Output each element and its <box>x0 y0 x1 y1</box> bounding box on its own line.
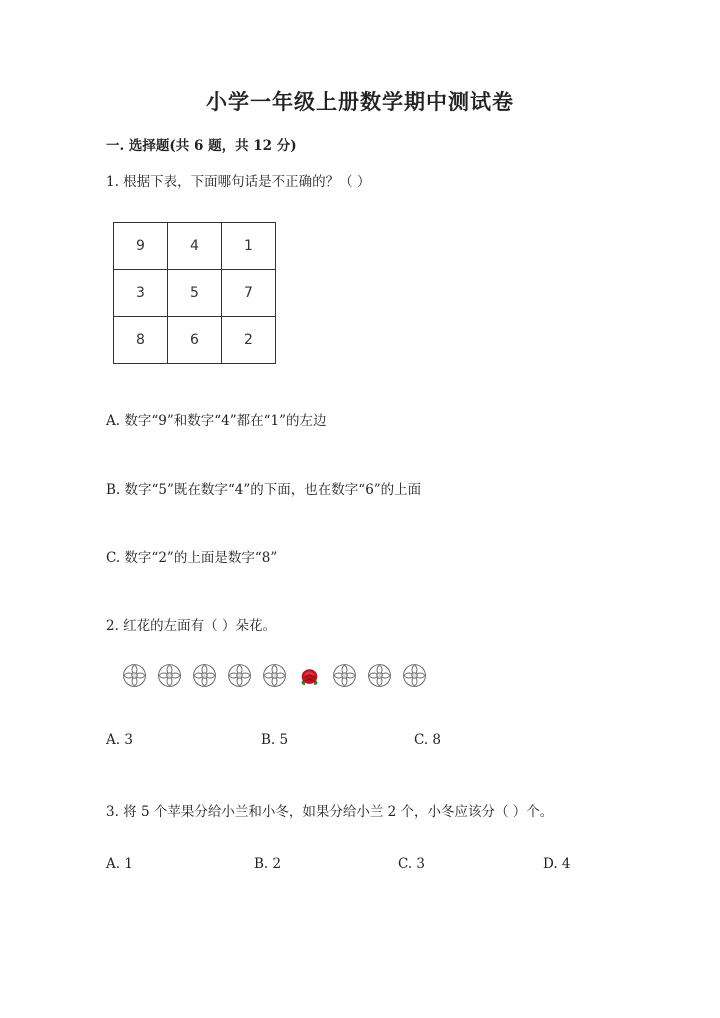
grid-row <box>114 317 276 364</box>
question-2-option-a[interactable]: A. 3 <box>106 732 133 748</box>
question-3-option-b[interactable]: B. 2 <box>254 856 282 872</box>
white-flower-icon <box>402 663 427 688</box>
grid-cell: 5 <box>168 270 222 317</box>
question-3-option-d[interactable]: D. 4 <box>543 856 571 872</box>
grid-cell: 8 <box>114 317 168 364</box>
question-3-option-a[interactable]: A. 1 <box>106 856 133 872</box>
white-flower-icon <box>122 663 147 688</box>
grid-cell: 4 <box>168 223 222 270</box>
white-flower-icon <box>332 663 357 688</box>
question-1-stem: 1. 根据下表，下面哪句话是不正确的？（ ） <box>106 174 371 190</box>
white-flower-icon <box>262 663 287 688</box>
question-2-option-b[interactable]: B. 5 <box>261 732 289 748</box>
white-flower-icon <box>157 663 182 688</box>
white-flower-icon <box>367 663 392 688</box>
flower-row <box>122 663 427 688</box>
section-heading: 一. 选择题(共 6 题，共 12 分) <box>106 138 297 154</box>
question-1-option-b[interactable]: B. 数字“5”既在数字“4”的下面，也在数字“6”的上面 <box>106 482 422 498</box>
question-2-stem: 2. 红花的左面有（ ）朵花。 <box>106 618 276 634</box>
grid-cell: 7 <box>222 270 276 317</box>
question-3-option-c[interactable]: C. 3 <box>398 856 426 872</box>
grid-cell: 9 <box>114 223 168 270</box>
question-1-option-c[interactable]: C. 数字“2”的上面是数字“8” <box>106 550 278 566</box>
page-title: 小学一年级上册数学期中测试卷 <box>206 89 514 114</box>
question-1-option-a[interactable]: A. 数字“9”和数字“4”都在“1”的左边 <box>106 413 327 429</box>
grid-cell: 6 <box>168 317 222 364</box>
grid-cell: 3 <box>114 270 168 317</box>
question-3-stem: 3. 将 5 个苹果分给小兰和小冬，如果分给小兰 2 个，小冬应该分（ ）个。 <box>106 804 554 820</box>
grid-row <box>114 223 276 270</box>
question-2-option-c[interactable]: C. 8 <box>414 732 442 748</box>
grid-row <box>114 270 276 317</box>
white-flower-icon <box>192 663 217 688</box>
number-grid <box>113 222 276 364</box>
red-flower-icon <box>297 663 322 688</box>
grid-cell: 2 <box>222 317 276 364</box>
grid-cell: 1 <box>222 223 276 270</box>
white-flower-icon <box>227 663 252 688</box>
